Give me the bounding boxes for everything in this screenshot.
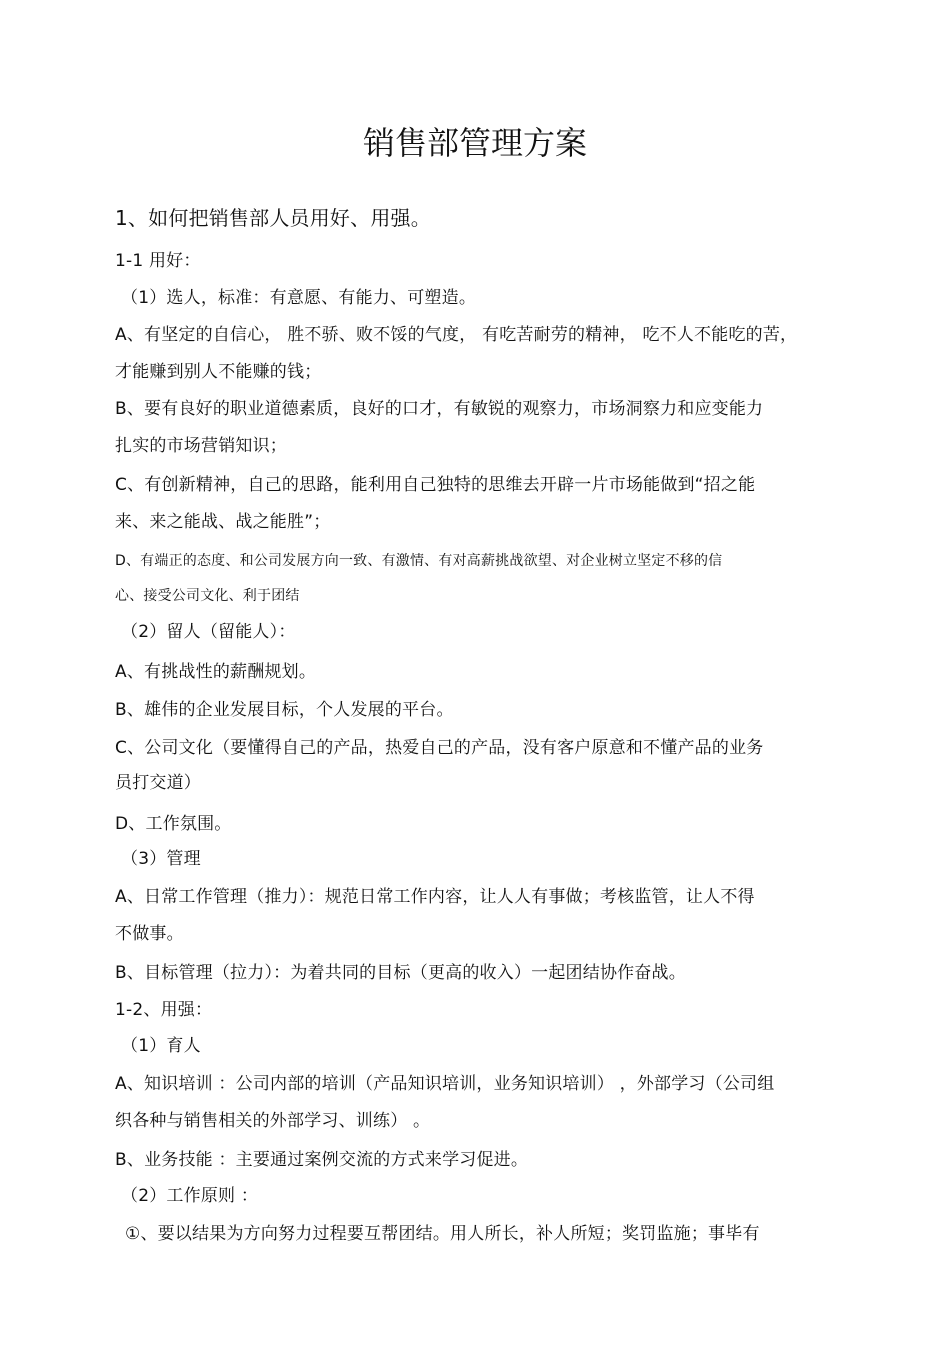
paragraph-line: （2）留人（留能人）： xyxy=(121,622,296,642)
paragraph-line: C、有创新精神，自己的思路，能利用自己独特的思维去开辟一片市场能做到“招之能 xyxy=(115,475,756,495)
paragraph-line: B、目标管理（拉力）：为着共同的目标（更高的收入）一起团结协作奋战。 xyxy=(115,963,686,983)
paragraph-line: 员打交道） xyxy=(115,773,201,793)
paragraph-line: 织各种与销售相关的外部学习、训练） 。 xyxy=(115,1111,431,1131)
paragraph-line: 来、来之能战、战之能胜”； xyxy=(115,512,331,532)
subsection-heading-1-1: 1-1 用好： xyxy=(115,251,201,271)
paragraph-line: 才能赚到别人不能赚的钱； xyxy=(115,362,322,382)
document-title: 销售部管理方案 xyxy=(362,124,587,162)
paragraph-line: B、要有良好的职业道德素质，良好的口才，有敏锐的观察力，市场洞察力和应变能力 xyxy=(115,399,764,419)
paragraph-line: D、工作氛围。 xyxy=(115,814,232,834)
paragraph-line: C、公司文化（要懂得自己的产品，热爱自己的产品，没有客户原意和不懂产品的业务 xyxy=(115,738,764,758)
paragraph-line: B、业务技能 ：主要通过案例交流的方式来学习促进。 xyxy=(115,1150,529,1170)
paragraph-line: （3）管理 xyxy=(121,849,201,869)
paragraph-line: D、有端正的态度、和公司发展方向一致、有激情、有对高薪挑战欲望、对企业树立坚定不移的信 xyxy=(115,553,723,569)
paragraph-line: A、知识培训 ：公司内部的培训（产品知识培训，业务知识培训） ，外部学习（公司组 xyxy=(115,1074,775,1094)
paragraph-line: 心、接受公司文化、利于团结 xyxy=(115,588,300,604)
paragraph-line: （1）育人 xyxy=(121,1036,201,1056)
paragraph-line: 不做事。 xyxy=(115,924,184,944)
subsection-heading-1-2: 1-2、用强： xyxy=(115,1000,213,1020)
paragraph-line: A、日常工作管理（推力）：规范日常工作内容，让人人有事做；考核监管，让人不得 xyxy=(115,887,755,907)
paragraph-line: A、有坚定的自信心， 胜不骄、败不馁的气度， 有吃苦耐劳的精神， 吃不人不能吃的苦， xyxy=(115,325,798,345)
paragraph-line: （2）工作原则 ： xyxy=(121,1186,259,1206)
paragraph-line: 扎实的市场营销知识； xyxy=(115,436,287,456)
paragraph-line: A、有挑战性的薪酬规划。 xyxy=(115,662,317,682)
paragraph-line: B、雄伟的企业发展目标，个人发展的平台。 xyxy=(115,700,454,720)
paragraph-line: ①、要以结果为方向努力过程要互帮团结。用人所长，补人所短；奖罚监施；事毕有 xyxy=(125,1224,760,1244)
paragraph-line: （1）选人，标准：有意愿、有能力、可塑造。 xyxy=(121,288,477,308)
section-heading-1: 1、如何把销售部人员用好、用强。 xyxy=(115,206,431,230)
